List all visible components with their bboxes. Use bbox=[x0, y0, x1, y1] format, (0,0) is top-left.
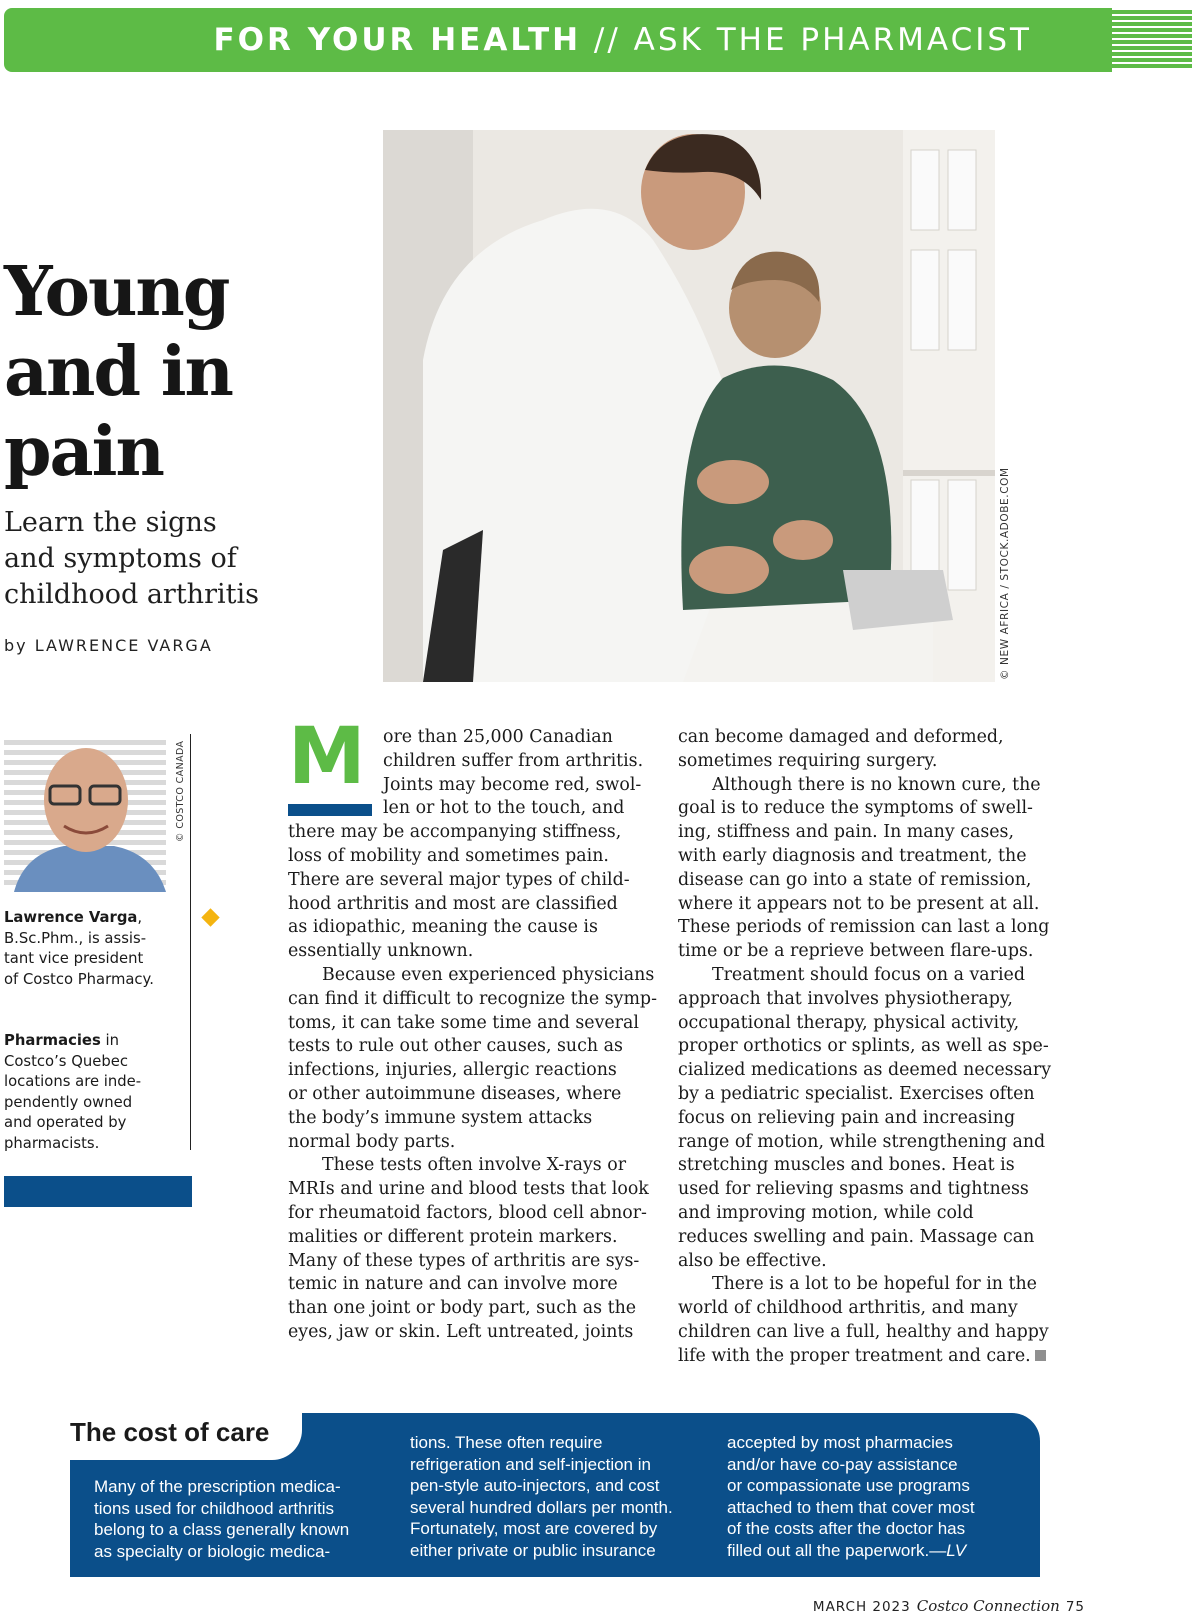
body-line: loss of mobility and sometimes pain. bbox=[288, 845, 609, 866]
cost-line: pen-style auto-injectors, and cost bbox=[410, 1476, 660, 1495]
end-mark-icon bbox=[1035, 1350, 1046, 1361]
body-line: ing, stiffness and pain. In many cases, bbox=[678, 822, 1014, 843]
headshot-credit bbox=[174, 734, 188, 842]
byline: by LAWRENCE VARGA bbox=[4, 636, 213, 655]
cost-column-2 bbox=[410, 1432, 673, 1561]
note-line: and operated by bbox=[4, 1114, 127, 1131]
body-line: by a pediatric specialist. Exercises often bbox=[678, 1083, 1035, 1104]
note-line: locations are inde- bbox=[4, 1073, 142, 1090]
body-line: essentially unknown. bbox=[288, 941, 474, 962]
bio-line: B.Sc.Phm., is assis- bbox=[4, 929, 147, 947]
headshot-credit-text: © COSTCO CANADA bbox=[175, 740, 186, 842]
body-line: stretching muscles and bones. Heat is bbox=[678, 1155, 1015, 1176]
body-line: children suffer from arthritis. bbox=[383, 750, 644, 771]
cost-column-1 bbox=[94, 1476, 349, 1562]
diamond-icon bbox=[201, 908, 219, 926]
body-line: can find it difficult to recognize the symp- bbox=[288, 988, 657, 1009]
body-line: time or be a reprieve between flare-ups. bbox=[678, 941, 1034, 962]
body-line: There is a lot to be hopeful for in the bbox=[712, 1274, 1037, 1295]
body-line: proper orthotics or splints, as well as spe- bbox=[678, 1036, 1049, 1057]
bio-line: of Costco Pharmacy. bbox=[4, 970, 154, 988]
body-line: the body’s immune system attacks bbox=[288, 1107, 593, 1128]
body-line: focus on relieving pain and increasing bbox=[678, 1107, 1016, 1128]
body-line: there may be accompanying stiffness, bbox=[288, 822, 622, 843]
note-line: pendently owned bbox=[4, 1093, 133, 1111]
banner-title bbox=[214, 22, 1033, 58]
body-line: There are several major types of child- bbox=[288, 869, 630, 890]
body-line: malities or different protein markers. bbox=[288, 1226, 618, 1247]
banner-separator: // bbox=[593, 22, 621, 58]
body-line: Treatment should focus on a varied bbox=[712, 964, 1025, 985]
cost-line: of the costs after the doctor has bbox=[727, 1519, 966, 1538]
cost-line-text: filled out all the paperwork.— bbox=[727, 1540, 947, 1560]
body-line: than one joint or body part, such as the bbox=[288, 1298, 637, 1319]
cost-line: tions. These often require bbox=[410, 1433, 603, 1452]
body-line: goal is to reduce the symptoms of swell- bbox=[678, 798, 1033, 819]
sidebar-accent-bar bbox=[4, 1176, 192, 1207]
cost-line: accepted by most pharmacies bbox=[727, 1433, 953, 1452]
pharmacy-note bbox=[4, 1031, 182, 1154]
author-bio bbox=[4, 908, 182, 990]
sidebar-divider bbox=[190, 734, 191, 1150]
cost-column-3 bbox=[727, 1432, 975, 1561]
body-line: temic in nature and can involve more bbox=[288, 1274, 618, 1295]
cost-of-care-title: The cost of care bbox=[70, 1417, 270, 1447]
note-line: Costco’s Quebec bbox=[4, 1052, 128, 1070]
body-line: Joints may become red, swol- bbox=[383, 774, 642, 795]
body-line: These tests often involve X-rays or bbox=[322, 1155, 627, 1176]
body-line: len or hot to the touch, and bbox=[383, 798, 625, 819]
drop-cap-letter: M bbox=[288, 712, 366, 802]
page-footer bbox=[813, 1597, 1085, 1615]
body-line: eyes, jaw or skin. Left untreated, joints bbox=[288, 1321, 634, 1342]
banner-section: FOR YOUR HEALTH bbox=[213, 22, 582, 58]
cost-line: as specialty or biologic medica- bbox=[94, 1541, 331, 1561]
footer-magazine: Costco Connection bbox=[916, 1597, 1060, 1615]
cost-line: Many of the prescription medica- bbox=[94, 1477, 341, 1496]
body-line: infections, injuries, allergic reactions bbox=[288, 1060, 617, 1081]
author-headshot bbox=[4, 734, 166, 892]
body-line: toms, it can take some time and several bbox=[288, 1012, 639, 1033]
photo-credit bbox=[997, 467, 1013, 680]
bio-line: tant vice president bbox=[4, 950, 144, 967]
title-line: and in bbox=[4, 332, 232, 412]
body-line: Because even experienced physicians bbox=[322, 964, 655, 985]
banner-stripes-decoration bbox=[1112, 8, 1192, 72]
pharmacy-note-label: Pharmacies bbox=[4, 1032, 101, 1049]
page-number: 75 bbox=[1065, 1599, 1085, 1615]
article-column-2 bbox=[678, 726, 1050, 1369]
section-banner bbox=[4, 8, 1192, 72]
hero-photo bbox=[383, 130, 995, 682]
note-line: pharmacists. bbox=[4, 1134, 100, 1152]
cost-line: belong to a class generally known bbox=[94, 1520, 350, 1539]
cost-line bbox=[727, 1540, 975, 1562]
photo-credit-text: © NEW AFRICA / STOCK.ADOBE.COM bbox=[999, 467, 1011, 680]
body-line: and improving motion, while cold bbox=[678, 1202, 974, 1223]
cost-line: or compassionate use programs bbox=[727, 1476, 970, 1495]
body-line: tests to rule out other causes, such as bbox=[288, 1036, 623, 1057]
subtitle-line: and symptoms of bbox=[4, 543, 237, 574]
banner-column: ASK THE PHARMACIST bbox=[633, 22, 1032, 58]
cost-line: refrigeration and self-injection in bbox=[410, 1454, 651, 1474]
body-line: hood arthritis and most are classified bbox=[288, 893, 618, 914]
note-line: in bbox=[100, 1032, 119, 1049]
article-column-1 bbox=[288, 726, 658, 1345]
body-line: with early diagnosis and treatment, the bbox=[678, 845, 1027, 866]
body-line: cialized medications as deemed necessary bbox=[678, 1060, 1052, 1081]
body-line: can become damaged and deformed, bbox=[678, 727, 1004, 747]
body-line: world of childhood arthritis, and many bbox=[678, 1298, 1018, 1319]
body-line: used for relieving spasms and tightness bbox=[678, 1179, 1029, 1200]
body-line: sometimes requiring surgery. bbox=[678, 750, 938, 771]
body-line: where it appears not to be present at all. bbox=[678, 893, 1040, 914]
cost-line: and/or have co-pay assistance bbox=[727, 1454, 958, 1474]
article-title bbox=[4, 252, 232, 492]
body-line: MRIs and urine and blood tests that look bbox=[288, 1179, 649, 1200]
cost-line: tions used for childhood arthritis bbox=[94, 1498, 335, 1518]
body-line: disease can go into a state of remission, bbox=[678, 869, 1032, 890]
body-line: Although there is no known cure, the bbox=[712, 774, 1041, 795]
cost-line: several hundred dollars per month. bbox=[410, 1497, 673, 1517]
cost-line: Fortunately, most are covered by bbox=[410, 1519, 658, 1538]
body-line: reduces swelling and pain. Massage can bbox=[678, 1226, 1035, 1247]
body-line: occupational therapy, physical activity, bbox=[678, 1012, 1020, 1033]
author-name: Lawrence Varga bbox=[4, 909, 138, 926]
body-line: range of motion, while strengthening and bbox=[678, 1131, 1046, 1152]
cost-line: either private or public insurance bbox=[410, 1540, 656, 1560]
footer-issue: MARCH 2023 bbox=[812, 1599, 911, 1615]
body-line: as idiopathic, meaning the cause is bbox=[288, 917, 598, 938]
subtitle-line: Learn the signs bbox=[4, 507, 217, 538]
body-line: also be effective. bbox=[678, 1250, 827, 1271]
body-line bbox=[678, 1345, 1050, 1369]
cost-line: attached to them that cover most bbox=[727, 1497, 975, 1517]
body-line: normal body parts. bbox=[288, 1131, 456, 1152]
body-line: ore than 25,000 Canadian bbox=[383, 727, 613, 747]
bio-line: , bbox=[137, 909, 143, 926]
body-line: approach that involves physiotherapy, bbox=[678, 988, 1013, 1009]
body-line: for rheumatoid factors, blood cell abnor- bbox=[288, 1202, 647, 1223]
body-line-text: life with the proper treatment and care. bbox=[678, 1345, 1031, 1366]
body-line: or other autoimmune diseases, where bbox=[288, 1083, 622, 1104]
article-subtitle bbox=[4, 505, 304, 613]
subtitle-line: childhood arthritis bbox=[4, 579, 259, 610]
signoff-initials: LV bbox=[946, 1540, 967, 1560]
body-line: Many of these types of arthritis are sys- bbox=[288, 1250, 640, 1271]
body-line: These periods of remission can last a long bbox=[678, 917, 1050, 938]
title-line: Young bbox=[4, 252, 229, 332]
title-line: pain bbox=[4, 412, 163, 492]
body-line: children can live a full, healthy and happy bbox=[678, 1321, 1049, 1342]
